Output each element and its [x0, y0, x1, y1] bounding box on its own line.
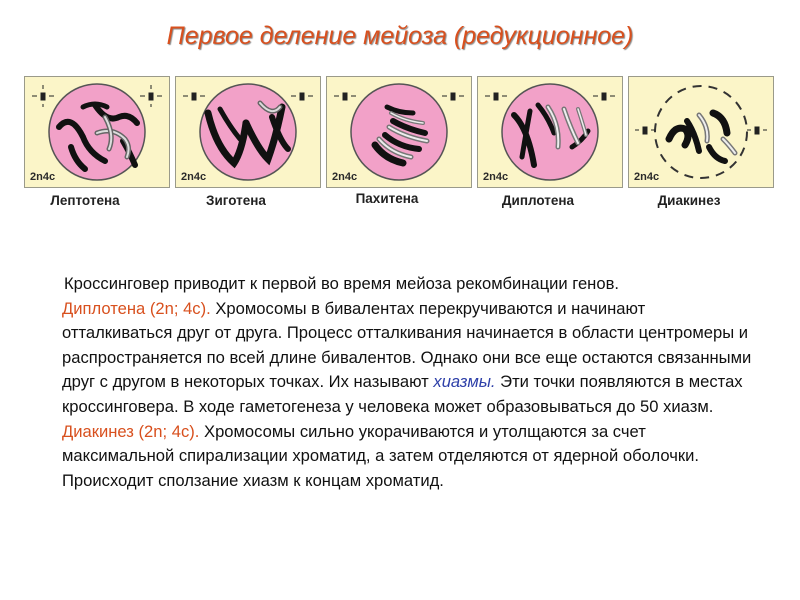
ploidy-label: 2n4c: [634, 171, 660, 183]
panel-pachytene: [326, 76, 472, 188]
panel-zygotene: [175, 76, 321, 188]
panel-diakinesis: [628, 76, 774, 188]
paragraph-crossing-over: Кроссинговер приводит к первой во время мейоза рекомбинации генов.: [64, 274, 619, 293]
ploidy-label: 2n4c: [332, 171, 358, 183]
meiosis-stages-diagram: [24, 76, 776, 188]
term-diplotene: Диплотена (2n; 4c).: [62, 298, 211, 318]
ploidy-label: 2n4c: [181, 171, 207, 183]
paragraph-diakinesis: [62, 420, 754, 494]
term-chiasmata: хиазмы.: [433, 372, 496, 392]
diakinesis-text: Хромосомы сильно укорачиваются и утолщаются за счет максимальной спирализации хроматид, а затем отделяются от ядерной оболочки. Происходит сползание хиазм к концам хроматид.: [62, 421, 700, 490]
stage-label-diakinesis: Диакинез: [657, 193, 721, 208]
diplotene-text-end: Эти точки появляются в местах кроссинговера. В ходе гаметогенеза у человека может образовываться до 50 хиазм.: [62, 372, 743, 416]
page-title: Первое деление мейоза (редукционное): [166, 22, 634, 50]
diplotene-text: Хромосомы в бивалентах перекручиваются и начинают отталкиваться друг от друга. Процесс отталкивания начинается в области центромеры и распространяется по всей длине бивалентов. Однако они все еще остаются связанными друг с другом в некоторых точках. Их называют: [62, 298, 752, 392]
stage-label-diplotene: Диплотена: [501, 193, 575, 208]
ploidy-label: 2n4c: [483, 171, 509, 183]
term-diakinesis: Диакинез (2n; 4c).: [62, 421, 200, 441]
panel-diplotene: [477, 76, 623, 188]
stage-label-leptotene: Лептотена: [50, 193, 120, 208]
panel-leptotene: [24, 76, 170, 188]
stage-label-pachytene: Пахитена: [355, 191, 419, 206]
stage-label-zygotene: Зиготена: [206, 193, 266, 208]
ploidy-label: 2n4c: [30, 171, 56, 183]
body-text: [64, 272, 754, 493]
paragraph-diplotene: [62, 297, 754, 420]
